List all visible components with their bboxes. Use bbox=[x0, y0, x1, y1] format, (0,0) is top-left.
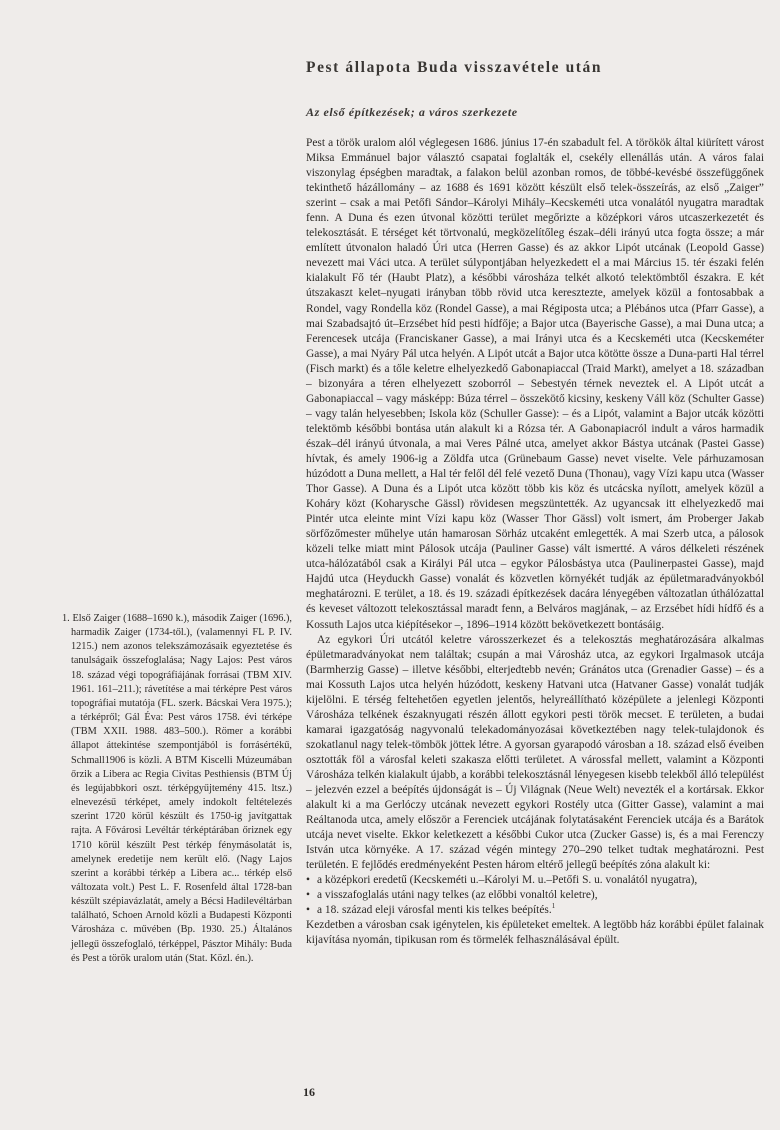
page-number: 16 bbox=[303, 1085, 315, 1099]
bullet-icon: • bbox=[306, 874, 310, 887]
footnote-text: 1. Első Zaiger (1688–1690 k.), második Zaiger (1696.), harmadik Zaiger (1734-től.), (valamennyi FL P. IV. 1215.) nem azonos telekszámozásaik egyeztetése és tanulságaik összefoglalása; Nagy Lajos: Pest város 18. század végi topográfiájának forrásai (TBM XIV. 1961. 161–211.); rávetítése a mai térképre Pest város topográfiai mutatója (FL. szerk. Bácskai Vera 1975.); a térképről; Gál Éva: Pest város 1758. évi térképe (TBM XXII. 1988. 483–500.). Römer a korábbi állapot áttekintése szempontjából is forrásértékű, Schmall1906 is közli. A BTM Kiscelli Múzeumában őrzik a Libera ac Regia Civitas Pesthiensis (BTM Új és legújabbkori oszt. térképgyűjtemény 415. ltsz.) elnevezésű térképet, amely indokolt feltételezés szerint 1720 körül készült és 1750-ig javítgattak rajta. A Fővárosi Levéltár térképtárában őriznek egy 1710 körül készült Pest térkép fénymásolatát is, amelynek eredetije nem került elő. (Nagy Lajos szerint a korábbi térkép a Libera ac... térkép első változata volt.) Pest L. F. Rosenfeld által 1728-ban készült szépiavázlatát, amely a Bécsi Hadilevéltárban található, Schoen Arnold közli a Budapesti Központi Városháza c. művében (Bp. 1930. 25.) Általános jellegű összefoglaló, térképpel, Pásztor Mihály: Buda és Pest a török uralom után (Stat. Közl. én.). bbox=[62, 613, 292, 964]
list-item-text: a középkori eredetű (Kecskeméti u.–Károlyi M. u.–Petőfi S. u. vonalától nyugatra), bbox=[317, 874, 698, 887]
chapter-title: Pest állapota Buda visszavétele után bbox=[306, 59, 603, 76]
bullet-icon: • bbox=[306, 889, 310, 902]
section-subtitle: Az első építkezések; a város szerkezete bbox=[306, 105, 518, 119]
list-item-text: a 18. század eleji városfal menti kis telkes beépítés. bbox=[317, 904, 552, 917]
paragraph: Az egykori Úri utcától keletre városszerkezet és a telekosztás meghatározására alkalmas épületmaradványokat nem találtak; csupán a mai Városház utca, az egykori Irgalmasok utcája (Barmherzig Gasse) – illetve későbbi, elterjedtebb nevén; Gránátos utca (Grenadier Gasse) – és a mai Kossuth Lajos utca helyén húzódott, keskeny Hatvani utca (Hatvaner Gasse) vonalát tudják kijelölni. E térség feltehetően egyetlen jelentős, helyreállítható középülete a jelenlegi Központi Városháza telkének északnyugati részén állott egykori pesti török mecset. E területen, a budai kamarai igazgatóság nagyvonalú telekadományozásai következtében nagy telek-tulajdonok és szokatlanul nagy telek-tömbök jöttek létre. A gyorsan gyarapodó városban a 18. század első éveiben osztották föl a városfal keleti szakasza előtti területet. A várossfal mellett, valamint a Központi Városháza telkén kialakult újabb, a korábbi telekosztásnál lényegesen kisebb telekből álló települést – jelezvén ezzel a beépítés újdonságát is – Új Világnak (Neue Welt) nevezték el a kortársak. Ekkor alakult ki a ma Gerlóczy utcának nevezett egykori Rostély utca (Gitter Gasse), valamint a mai Reáltanoda utca, amely először a Ferenciek utcájának folytatásaként Ferenciek utcája és a Barátok utcája nevet viselte. Ekkor keletkezett a későbbi Cukor utca (Zucker Gasse) is, és a mai Ferenczy István utca környéke. A 17. század végén mintegy 270–290 telket tudtak meghatározni. Pest területén. E fejlődés eredményeként Pesten három eltérő jellegű beépítés zóna alakult ki: bbox=[306, 633, 764, 872]
list-item bbox=[306, 888, 764, 903]
footnote bbox=[62, 612, 292, 966]
list-item bbox=[306, 903, 764, 918]
paragraph: Kezdetben a városban csak igénytelen, kis épületeket emeltek. A legtöbb ház korábbi épület falainak kijavítása nyomán, tipikusan rom és törmelék felhasználásával épült. bbox=[306, 919, 764, 947]
bullet-list bbox=[306, 873, 764, 918]
list-item-text: a visszafoglalás utáni nagy telkes (az előbbi vonaltól keletre), bbox=[317, 889, 598, 902]
main-text bbox=[306, 136, 764, 949]
bullet-icon: • bbox=[306, 904, 310, 917]
footnote-ref: 1 bbox=[551, 902, 556, 911]
paragraph: Pest a török uralom alól véglegesen 1686. június 17-én szabadult fel. A törökök által kiürített várost Miksa Emmánuel bajor választó csapatai foglalták el, csekély ellenállás után. A város falai viszonylag épségben maradtak, a falakon belül azonban romos, de többé-kevésbé összefüggőnek tekinthető házállomány – az 1688 és 1691 között készült első telek-összeírás, az első „Zaiger” szerint – csak a mai Petőfi Sándor–Károlyi Mihály–Kecskeméti utca vonalától nyugatra maradtak fenn. A Duna és ezen útvonal közötti terület megőrizte a középkori város utcaszerkezetét és telekosztását. E térséget két törtvonalú, megközelítőleg észak–déli irányú utca fogta össze; a már említett útvonalon haladó Úri utca (Herren Gasse) és az akkor Lipót utcának (Leopold Gasse) nevezett mai Váci utca. A terület súlypontjában helyezkedett el a mai Március 15. tér északi felén kialakult Fő tér (Haubt Platz), a későbbi városháza telkét alkotó telektömbtől északra. E két útszakaszt kelet–nyugati irányban több rövid utca keresztezte, amelyek közül a fontosabbak a Rondel, vagy Rondella köz (Rondel Gasse), a mai Régiposta utca; a Plébános utca (Pfarr Gasse), a mai Szabadsajtó út–Erzsébet híd pesti hídfője; a Bajor utca (Bayerische Gasse), a mai Duna utca; a Ferencesek utcája (Franciskaner Gasse), a mai Irányi utca és a Kecskeméti utca (Kecskeméter Gasse), a mai Nyáry Pál utca helyén. A Lipót utcát a Bajor utca kötötte össze a Duna-parti Hal térrel (Fisch markt) és a tőle keletre elhelyezkedő Gabonapiaccal (Traid Markt), amelyet a 18. században – bizonyára a téren elhelyezett szoborról – Sebestyén térnek neveztek el. A Lipót utcát a Gabonapiaccal – vagy másképp: Búza térrel – összekötő kicsiny, keskeny Váll köz (Schulter Gasse) – vagy talán helyesebben; Iskola köz (Schuller Gasse): – és a Lipót, valamint a Bajor utcák közötti telektömb későbbi bontása után alakult ki a Rózsa tér. A Gabonapiacról indult a város harmadik észak–dél irányú útvonala, a mai Veres Pálné utca, amelyet akkor Bástya utcának (Pastei Gasse) hívtak, és amely 1906-ig a Zöldfa utca (Grünebaum Gasse) nevet viselte. Vele párhuzamosan húzódott a Duna mellett, a Hal tér felől dél felé vezető Duna (Thonau), vagy Vízi kapu utca (Wasser Thor Gasse). A Duna és a Lipót utca között több kis köz és utcácska nyílott, amelyek közül a Koháry közt (Koharysche Gässl) rövidesen megszüntették. Az ugyancsak itt elhelyezkedő mai Pintér utca eleinte mint Vízi kapu köz (Wasser Thor Gässl) volt ismert, ám Proberger Jakab sörfőzőmester műhelye után hamarosan Sörház utcaként emlegették. A mai Szerb utca, a pálosok közeli telke miatt mint Pálosok utcája (Pauliner Gasse) vált ismertté. A város délkeleti részének utca-hálózatából csak a Királyi Pál utca – egykor Pálosbástya utca (Paulinerpastei Gasse), majd Hajdú utca (Heyduckh Gasse) vonalát és közvetlen környékét tudják az épületmaradványokból meghatározni. E terület, a 18. és 19. századi építkezések dacára lényegében változatlan úthálózattal és keveset változott telekosztással maradt fenn, a Belváros magjának, – az Erzsébet hídi hídfő és a Kossuth Lajos utca kiépítésekor –, 1896–1914 között bekövetkezett bontásáig. bbox=[306, 137, 764, 631]
list-item bbox=[306, 873, 764, 888]
